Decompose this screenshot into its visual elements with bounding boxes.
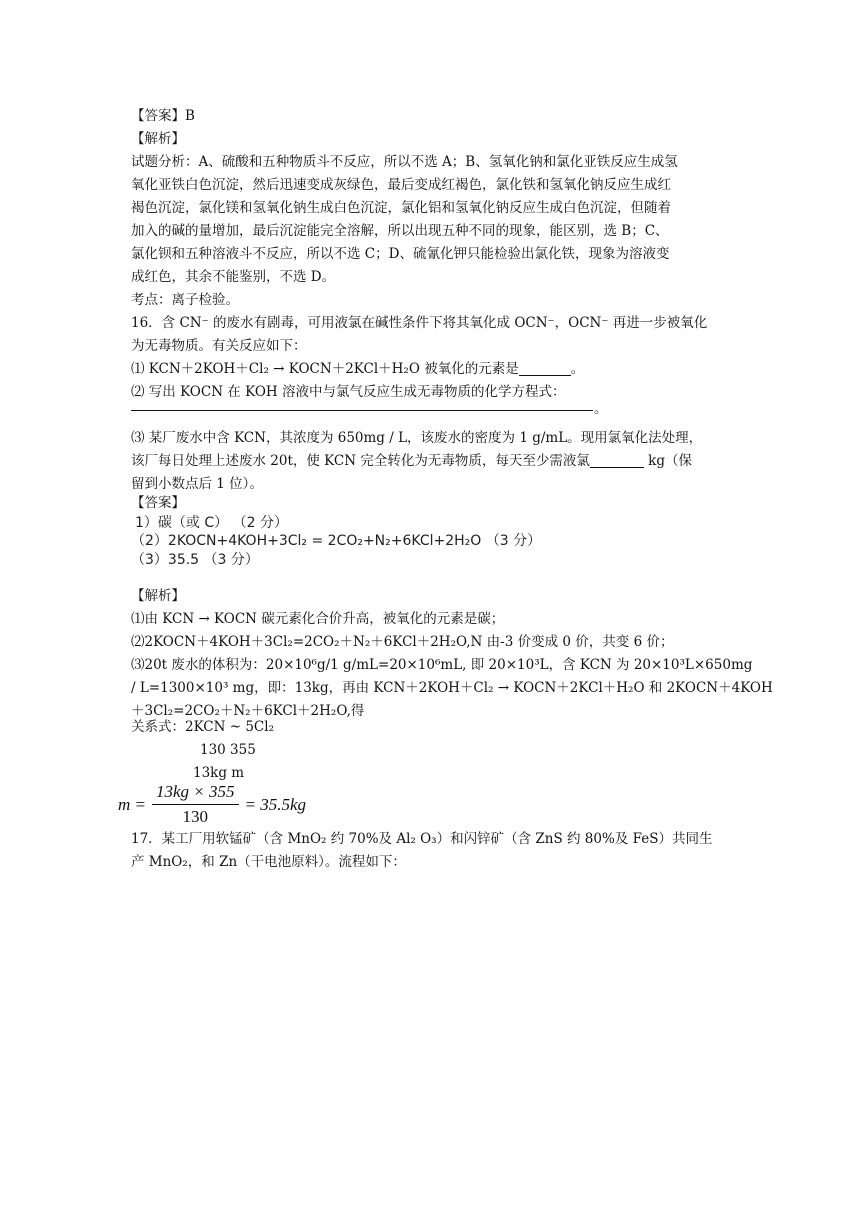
q17-line: 产 MnO₂，和 Zn（干电池原料）。流程如下： — [131, 854, 406, 870]
answer-blank[interactable] — [590, 453, 644, 468]
q16-part2-end: 。 — [594, 401, 608, 417]
q16-stem-line: 16．含 CN⁻ 的废水有剧毒，可用液氯在碱性条件下将其氧化成 OCN⁻，OCN⁻ 再进一步被氧化 — [131, 315, 708, 331]
q17-line: 17．某工厂用软锰矿（含 MnO₂ 约 70%及 Al₂ O₃）和闪锌矿（含 ZnS 约 80%及 FeS）共同生 — [131, 831, 713, 847]
relation-label: 关系式：2KCN ~ 5Cl₂ — [131, 719, 274, 735]
q15-analysis-line: 氯化钡和五种溶液斗不反应，所以不选 C；D、硫氰化钾只能检验出氯化铁，现象为溶液变 — [131, 246, 670, 262]
answer-blank[interactable] — [519, 361, 571, 376]
q16-analysis-line: / L=1300×10³ mg，即：13kg，再由 KCN＋2KOH＋Cl₂ → KOCN＋2KCl＋H₂O 和 2KOCN＋4KOH — [131, 680, 773, 696]
q16-answer-line: 1）碳（或 C） （2 分） — [135, 515, 288, 531]
q15-kaodian: 考点：离子检验。 — [131, 292, 239, 308]
q16-analysis-line: ⑶20t 废水的体积为：20×10⁶g/1 g/mL=20×10⁶mL, 即 20×10³L，含 KCN 为 20×10³L×650mg — [131, 657, 753, 673]
q16-stem-line: 为无毒物质。有关反应如下： — [131, 338, 307, 354]
q15-analysis-line: 褐色沉淀，氯化镁和氢氧化钠生成白色沉淀，氯化铝和氢氧化钠反应生成白色沉淀，但随着 — [131, 200, 671, 216]
q15-answer: 【答案】B — [131, 108, 195, 124]
q16-answer-line: （3）35.5 （3 分） — [131, 552, 259, 568]
q16-analysis-header: 【解析】 — [131, 588, 185, 604]
formula-rhs: = 35.5kg — [244, 794, 307, 814]
q16-analysis-line: ⑴由 KCN → KOCN 碳元素化合价升高，被氧化的元素是碳； — [131, 611, 505, 627]
q15-analysis-line: 氧化亚铁白色沉淀，然后迅速变成灰绿色，最后变成红褐色，氯化铁和氢氧化钠反应生成红 — [131, 177, 671, 193]
q15-analysis-header: 【解析】 — [131, 131, 185, 147]
answer-blank-long[interactable] — [131, 410, 593, 411]
q16-analysis-line: ＋3Cl₂=2CO₂＋N₂＋6KCl＋2H₂O,得 — [131, 703, 365, 719]
relation-row: 13kg m — [193, 765, 245, 781]
q16-part3-line: ⑶ 某厂废水中含 KCN，其浓度为 650mg / L，该废水的密度为 1 g/mL。现用氯氧化法处理， — [131, 430, 703, 446]
q16-answer-header: 【答案】 — [131, 495, 185, 511]
q15-analysis-line: 成红色，其余不能鉴别，不选 D。 — [131, 269, 336, 285]
q16-part1: ⑴ KCN＋2KOH＋Cl₂ → KOCN＋2KCl＋H₂O 被氧化的元素是 。 — [131, 361, 585, 377]
formula-fraction — [152, 782, 239, 827]
q16-analysis-line: ⑵2KOCN＋4KOH＋3Cl₂=2CO₂＋N₂＋6KCl＋2H₂O,N 由-3 价变成 0 价，共变 6 价； — [131, 634, 674, 650]
q16-part3-line: 留到小数点后 1 位）。 — [131, 476, 263, 492]
formula-lhs: m = — [118, 794, 146, 814]
q16-part3-line: 该厂每日处理上述废水 20t，使 KCN 完全转化为无毒物质，每天至少需液氯 kg（保 — [131, 453, 692, 469]
relation-row: 130 355 — [200, 742, 256, 758]
q16-part2: ⑵ 写出 KOCN 在 KOH 溶液中与氯气反应生成无毒物质的化学方程式： — [131, 384, 566, 400]
q16-answer-line: （2）2KOCN+4KOH+3Cl₂ = 2CO₂+N₂+6KCl+2H₂O （3 分） — [131, 533, 542, 549]
mass-formula — [118, 782, 306, 827]
q15-analysis-line: 试题分析：A、硫酸和五种物质斗不反应，所以不选 A；B、氢氧化钠和氯化亚铁反应生成氢 — [131, 154, 678, 170]
q15-analysis-line: 加入的碱的量增加，最后沉淀能完全溶解，所以出现五种不同的现象，能区别，选 B；C、 — [131, 223, 669, 239]
formula-denominator: 130 — [182, 807, 209, 826]
formula-numerator: 13kg × 355 — [152, 782, 239, 805]
